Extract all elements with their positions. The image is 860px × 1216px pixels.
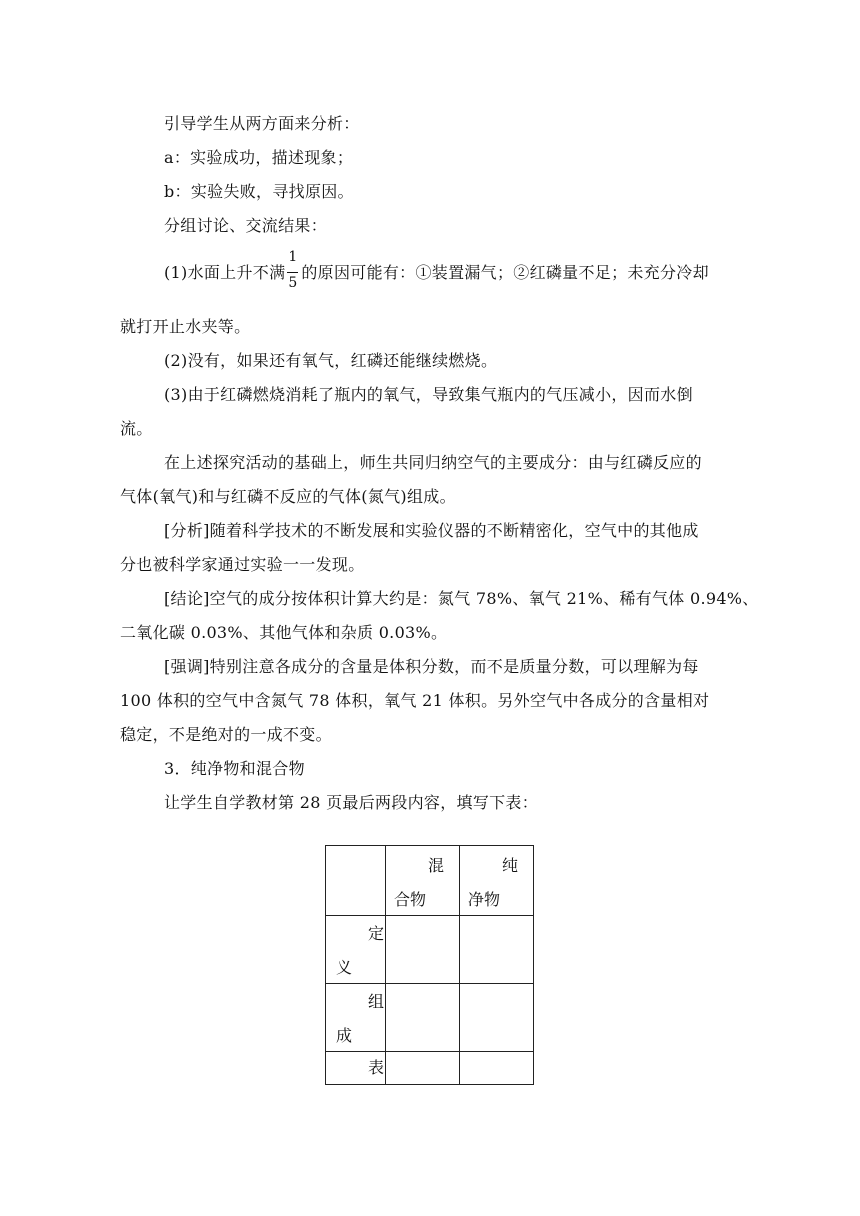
paragraph-answer-1-line1 — [164, 248, 709, 291]
paragraph-intro: 引导学生从两方面来分析： — [164, 114, 360, 133]
table-cell-empty — [460, 916, 534, 984]
fraction-numerator: 1 — [288, 248, 298, 265]
paragraph-summary-line1: 在上述探究活动的基础上，师生共同归纳空气的主要成分：由与红磷反应的 — [164, 453, 702, 472]
paragraph-conclusion-line2: 二氧化碳 0.03%、其他气体和杂质 0.03%。 — [120, 623, 448, 642]
paragraph-answer-3-line1: (3)由于红磷燃烧消耗了瓶内的氧气，导致集气瓶内的气压减小，因而水倒 — [164, 385, 693, 404]
header-mixture-part1: 混 — [428, 856, 445, 875]
table-row — [326, 846, 534, 916]
table-row — [326, 984, 534, 1052]
paragraph-conclusion-line1: [结论]空气的成分按体积计算大约是：氮气 78%、氧气 21%、稀有气体 0.94%、 — [164, 589, 759, 608]
answer-1-lead: (1)水面上升不满 — [164, 263, 286, 282]
paragraph-item-b: b：实验失败，寻找原因。 — [164, 182, 354, 201]
paragraph-instruction: 让学生自学教材第 28 页最后两段内容，填写下表： — [164, 793, 539, 812]
table-row — [326, 1052, 534, 1085]
table-cell-corner — [326, 846, 386, 916]
row-composition-part1: 组 — [368, 992, 385, 1011]
answer-1-mid: 的原因可 — [301, 263, 367, 282]
paragraph-analysis-line1: [分析]随着科学技术的不断发展和实验仪器的不断精密化，空气中的其他成 — [164, 521, 699, 540]
header-mixture-part2: 合物 — [394, 890, 427, 909]
paragraph-item-a: a：实验成功，描述现象； — [164, 148, 354, 167]
table-cell-empty — [460, 984, 534, 1052]
row-composition-part2: 成 — [336, 1026, 353, 1045]
paragraph-analysis-line2: 分也被科学家通过实验一一发现。 — [120, 555, 365, 574]
table-row-label-composition — [326, 984, 386, 1052]
fraction-denominator: 5 — [288, 274, 298, 291]
table-row-label-representation — [326, 1052, 386, 1085]
fraction-bar — [287, 272, 298, 273]
row-definition-part2: 义 — [336, 958, 353, 977]
paragraph-emphasis-line2: 100 体积的空气中含氮气 78 体积，氧气 21 体积。另外空气中各成分的含量相对 — [120, 691, 710, 710]
table-header-pure — [460, 846, 534, 916]
paragraph-answer-2: (2)没有，如果还有氧气，红磷还能继续燃烧。 — [164, 351, 498, 370]
table-row — [326, 916, 534, 984]
table-cell-empty — [386, 984, 460, 1052]
answer-1-rest: 能有：①装置漏气；②红磷量不足；未充分冷却 — [366, 263, 709, 282]
paragraph-emphasis-line3: 稳定，不是绝对的一成不变。 — [120, 725, 332, 744]
paragraph-answer-1-line2: 就打开止水夹等。 — [120, 317, 251, 336]
table-cell-empty — [386, 916, 460, 984]
classification-table — [325, 845, 534, 1085]
section-heading: 3．纯净物和混合物 — [164, 759, 305, 778]
table-cell-empty — [386, 1052, 460, 1085]
table-header-mixture — [386, 846, 460, 916]
row-definition-part1: 定 — [368, 924, 385, 943]
table-row-label-definition — [326, 916, 386, 984]
paragraph-summary-line2: 气体(氧气)和与红磷不反应的气体(氮气)组成。 — [120, 487, 456, 506]
paragraph-emphasis-line1: [强调]特别注意各成分的含量是体积分数，而不是质量分数，可以理解为每 — [164, 657, 699, 676]
fraction-one-fifth — [287, 248, 299, 291]
header-pure-part2: 净物 — [468, 890, 501, 909]
header-pure-part1: 纯 — [502, 856, 519, 875]
paragraph-answer-3-line2: 流。 — [120, 419, 153, 438]
row-representation-part1: 表 — [368, 1058, 385, 1077]
table-cell-empty — [460, 1052, 534, 1085]
paragraph-discussion: 分组讨论、交流结果： — [164, 216, 328, 235]
